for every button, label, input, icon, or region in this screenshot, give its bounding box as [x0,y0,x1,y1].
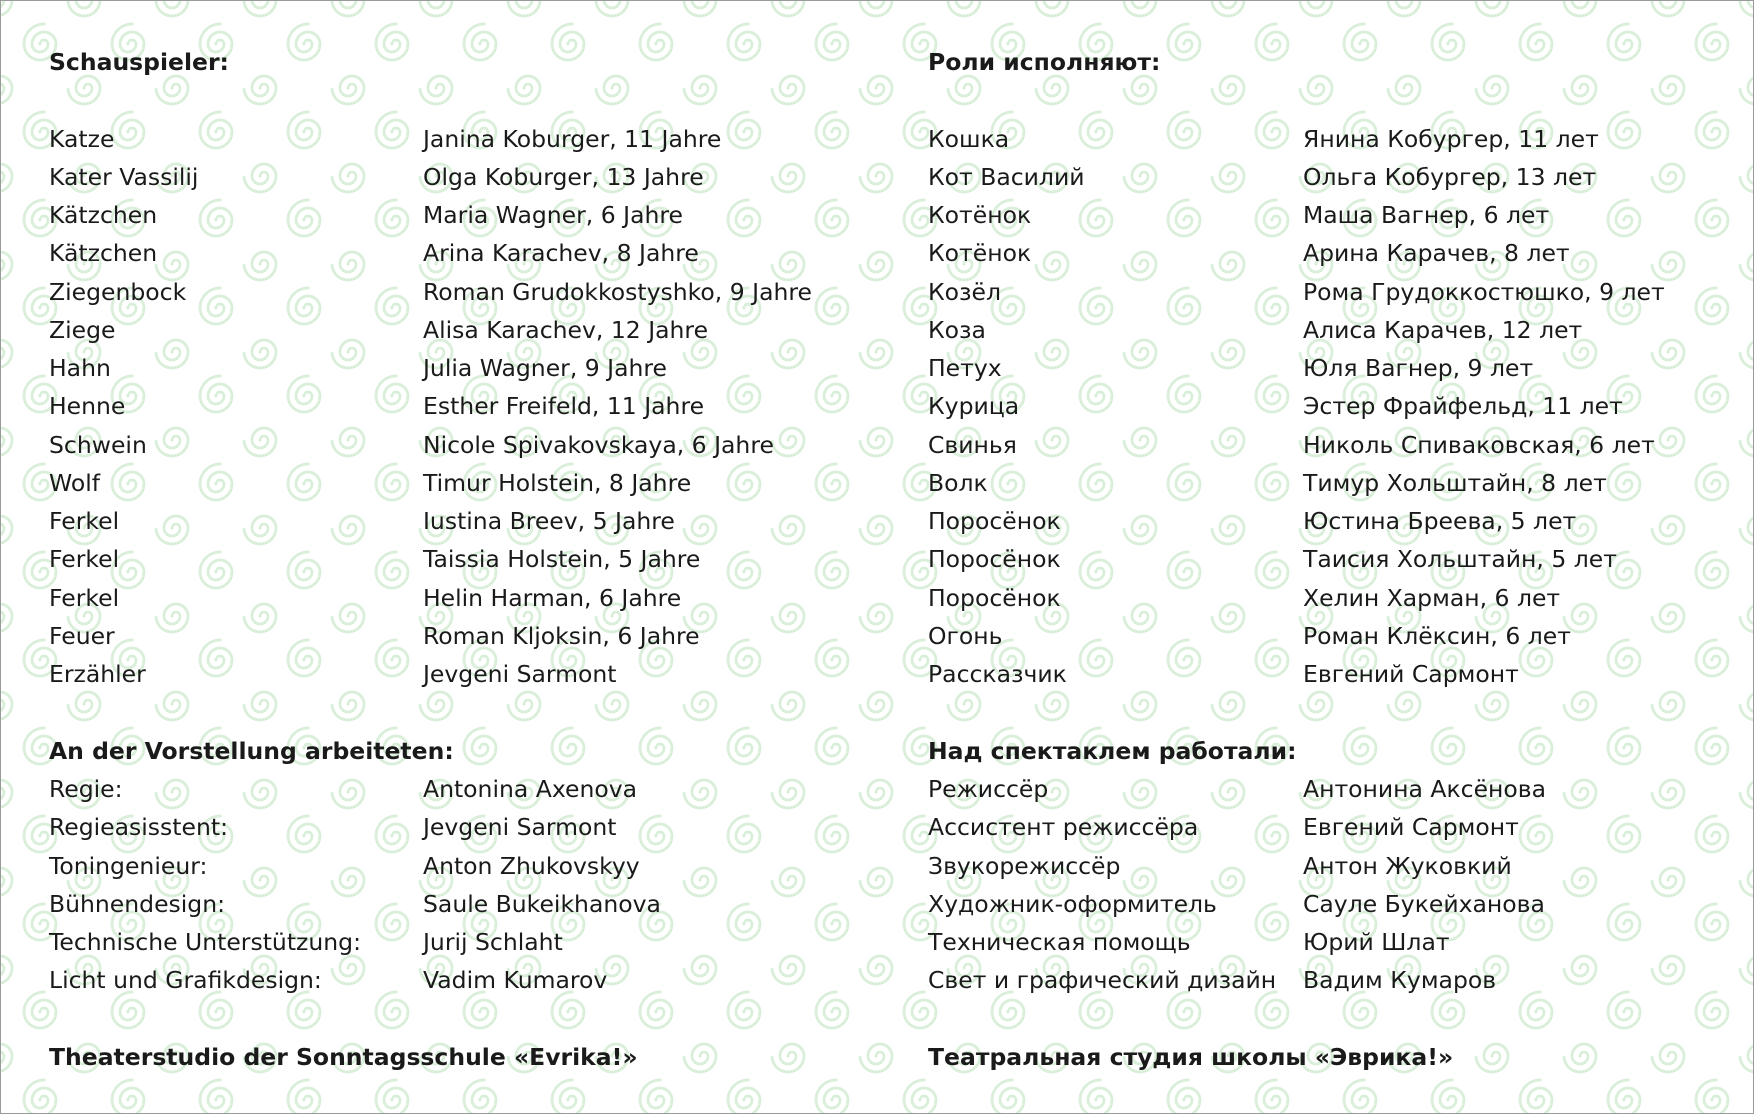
cast-role: Ferkel [49,545,120,573]
cast-role: Волк [928,469,988,497]
cast-role: Feuer [49,622,115,650]
cast-actor: Helin Harman, 6 Jahre [423,584,682,612]
cast-actor: Janina Koburger, 11 Jahre [423,125,722,153]
cast-role: Огонь [928,622,1003,650]
crew-role: Licht und Grafikdesign: [49,966,322,994]
footer-studio-de: Theaterstudio der Sonntagsschule «Evrika!» [49,1043,638,1071]
crew-role: Bühnendesign: [49,890,226,918]
cast-role: Ziegenbock [49,278,187,306]
cast-actor: Roman Grudokkostyshko, 9 Jahre [423,278,812,306]
cast-role: Кошка [928,125,1010,153]
crew-role: Regie: [49,775,123,803]
cast-role: Козёл [928,278,1002,306]
crew-role: Regieasisstent: [49,813,228,841]
crew-name: Юрий Шлат [1303,928,1450,956]
cast-actor: Таисия Хольштайн, 5 лет [1303,545,1617,573]
cast-actor: Алиса Карачев, 12 лет [1303,316,1583,344]
crew-role: Свет и графический дизайн [928,966,1277,994]
crew-heading-ru: Над спектаклем работали: [928,737,1297,765]
cast-role: Ziege [49,316,116,344]
cast-role: Котёнок [928,239,1032,267]
cast-actor: Roman Kljoksin, 6 Jahre [423,622,700,650]
cast-actor: Эстер Фрайфельд, 11 лет [1303,392,1623,420]
cast-role: Kätzchen [49,239,158,267]
cast-role: Katze [49,125,115,153]
cast-heading-ru: Роли исполняют: [928,48,1161,76]
cast-role: Котёнок [928,201,1032,229]
cast-role: Кот Василий [928,163,1085,191]
cast-role: Свинья [928,431,1017,459]
cast-role: Henne [49,392,126,420]
cast-role: Wolf [49,469,101,497]
crew-name: Jevgeni Sarmont [423,813,617,841]
crew-role: Ассистент режиссёра [928,813,1199,841]
cast-actor: Arina Karachev, 8 Jahre [423,239,699,267]
cast-heading-de: Schauspieler: [49,48,229,76]
cast-actor: Alisa Karachev, 12 Jahre [423,316,709,344]
cast-role: Петух [928,354,1002,382]
crew-role: Техническая помощь [928,928,1191,956]
crew-name: Евгений Сармонт [1303,813,1519,841]
crew-role: Звукорежиссёр [928,852,1121,880]
crew-role: Художник-оформитель [928,890,1217,918]
crew-name: Anton Zhukovskyy [423,852,640,880]
cast-actor: Iustina Breev, 5 Jahre [423,507,675,535]
cast-role: Kater Vassilij [49,163,199,191]
crew-heading-de: An der Vorstellung arbeiteten: [49,737,454,765]
cast-actor: Рома Грудоккостюшко, 9 лет [1303,278,1665,306]
cast-actor: Olga Koburger, 13 Jahre [423,163,704,191]
cast-actor: Роман Клёксин, 6 лет [1303,622,1571,650]
cast-role: Поросёнок [928,507,1061,535]
crew-name: Сауле Букейханова [1303,890,1545,918]
cast-actor: Nicole Spivakovskaya, 6 Jahre [423,431,774,459]
cast-actor: Esther Freifeld, 11 Jahre [423,392,705,420]
cast-actor: Julia Wagner, 9 Jahre [423,354,668,382]
crew-name: Antonina Axenova [423,775,638,803]
cast-actor: Евгений Сармонт [1303,660,1519,688]
cast-actor: Янина Кобургер, 11 лет [1303,125,1599,153]
crew-role: Toningenieur: [49,852,208,880]
cast-role: Schwein [49,431,147,459]
crew-name: Антонина Аксёнова [1303,775,1547,803]
crew-role: Technische Unterstützung: [49,928,361,956]
cast-role: Поросёнок [928,584,1061,612]
cast-actor: Timur Holstein, 8 Jahre [423,469,692,497]
cast-role: Ferkel [49,584,120,612]
cast-role: Erzähler [49,660,146,688]
cast-role: Рассказчик [928,660,1067,688]
cast-actor: Jevgeni Sarmont [423,660,617,688]
cast-actor: Николь Спиваковская, 6 лет [1303,431,1655,459]
cast-actor: Арина Карачев, 8 лет [1303,239,1570,267]
cast-actor: Юстина Бреева, 5 лет [1303,507,1577,535]
crew-name: Антон Жуковкий [1303,852,1512,880]
cast-role: Kätzchen [49,201,158,229]
cast-role: Поросёнок [928,545,1061,573]
cast-actor: Taissia Holstein, 5 Jahre [423,545,701,573]
crew-name: Вадим Кумаров [1303,966,1497,994]
cast-role: Курица [928,392,1020,420]
footer-studio-ru: Театральная студия школы «Эврика!» [928,1043,1454,1071]
cast-actor: Maria Wagner, 6 Jahre [423,201,683,229]
cast-role: Коза [928,316,986,344]
cast-role: Hahn [49,354,111,382]
crew-role: Режиссёр [928,775,1049,803]
crew-name: Saule Bukeikhanova [423,890,661,918]
crew-name: Vadim Kumarov [423,966,608,994]
cast-role: Ferkel [49,507,120,535]
cast-actor: Маша Вагнер, 6 лет [1303,201,1550,229]
cast-actor: Ольга Кобургер, 13 лет [1303,163,1597,191]
cast-actor: Тимур Хольштайн, 8 лет [1303,469,1607,497]
cast-actor: Хелин Харман, 6 лет [1303,584,1561,612]
cast-actor: Юля Вагнер, 9 лет [1303,354,1534,382]
crew-name: Jurij Schlaht [423,928,563,956]
